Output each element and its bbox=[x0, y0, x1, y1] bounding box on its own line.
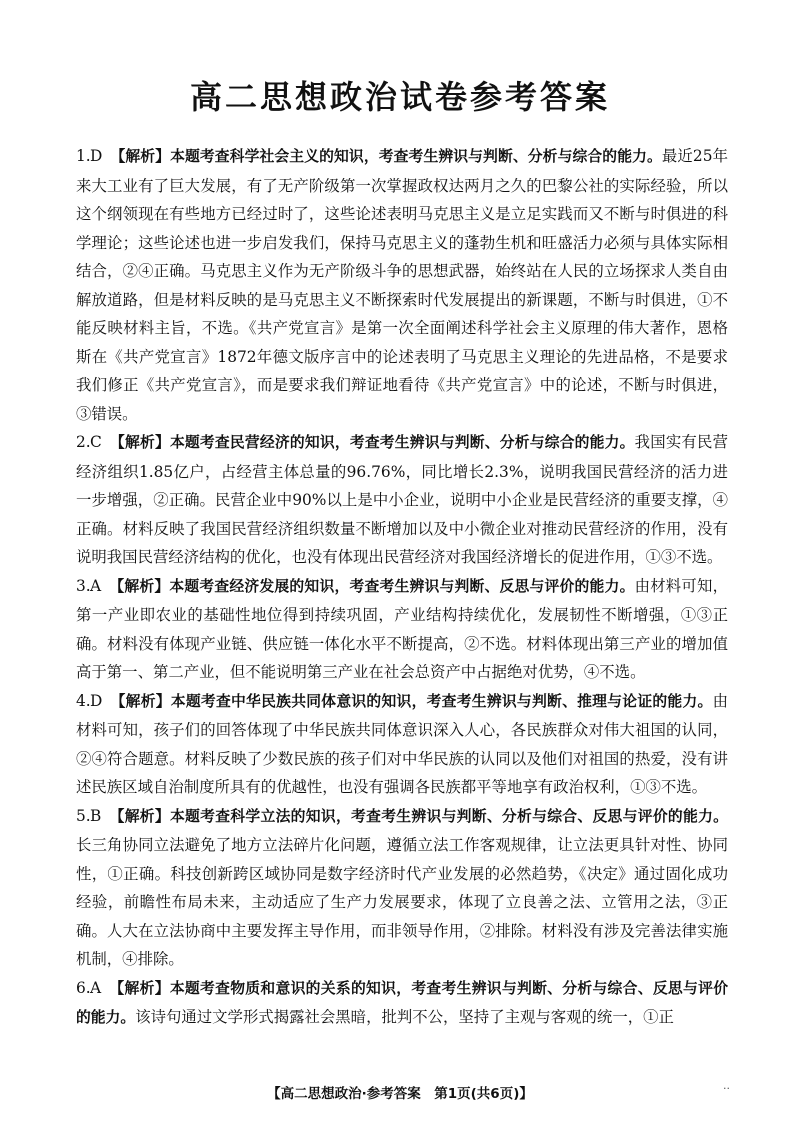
item-answer: D bbox=[90, 691, 103, 710]
answer-item-6 bbox=[76, 974, 728, 1033]
answer-item-4 bbox=[76, 687, 728, 802]
item-number: 1. bbox=[76, 147, 91, 165]
answer-item-3 bbox=[76, 572, 728, 687]
answer-list bbox=[76, 142, 728, 1033]
item-head: 本题考查科学立法的知识，考查考生辨识与判断、分析与综合、反思与评价的能力。 bbox=[169, 807, 728, 825]
item-head: 本题考查民营经济的知识，考查考生辨识与判断、分析与综合的能力。 bbox=[169, 434, 635, 451]
item-answer: C bbox=[90, 433, 102, 451]
item-body: 最近25年来大工业有了巨大发展，有了无产阶级第一次掌握政权达两月之久的巴黎公社的实际经验，所以这个纲领现在有些地方已经过时了，这些论述表明马克思主义是立足实践而又不断与时俱进的科学理论；这些论述也进一步启发我们，保持马克思主义的蓬勃生机和旺盛活力必须与具体实际相结合，②④正确。马克思主义作为无产阶级斗争的思想武器，始终站在人民的立场探求人类自由解放道路，但是材料反映的是马克思主义不断探索时代发展提出的新课题，不断与时俱进，①不能反映材料主旨，不选。《共产党宣言》是第一次全面阐述科学社会主义原理的伟大著作，恩格斯在《共产党宣言》1872年德文版序言中的论述表明了马克思主义理论的先进品格，不是要求我们修正《共产党宣言》，而是要求我们辩证地看待《共产党宣言》中的论述，不断与时俱进，③错误。 bbox=[76, 147, 728, 423]
item-answer: B bbox=[90, 806, 102, 825]
item-head: 本题考查中华民族共同体意识的知识，考查考生辨识与判断、推理与论证的能力。 bbox=[170, 692, 713, 710]
item-body: 长三角协同立法避免了地方立法碎片化问题，遵循立法工作客观规律，让立法更具针对性、协同性，①正确。科技创新跨区域协同是数字经济时代产业发展的必然趋势，《决定》通过固化成功经验，前瞻性布局未来，主动适应了生产力发展要求，体现了立良善之法、立管用之法，③正确。人大在立法协商中主要发挥主导作用，而非领导作用，②排除。材料没有涉及完善法律实施机制，④排除。 bbox=[76, 836, 728, 968]
item-number: 3. bbox=[76, 576, 91, 595]
item-body: 我国实有民营经济组织1.85亿户，占经营主体总量的96.76%，同比增长2.3%，说明我国民营经济的活力进一步增强，②正确。民营企业中90%以上是中小企业，说明中小企业是民营经济的重要支撑，④正确。材料反映了我国民营经济组织数量不断增加以及中小微企业对推动民营经济的作用，没有说明我国民营经济结构的优化，也没有体现出民营经济对我国经济增长的促进作用，①③不选。 bbox=[76, 433, 728, 566]
page-title: 高二思想政治试卷参考答案 bbox=[189, 78, 610, 116]
item-answer: A bbox=[90, 576, 102, 595]
footer-text: 【高二思想政治·参考答案 第1页(共6页)】 bbox=[267, 1086, 533, 1102]
item-tag: 【解析】 bbox=[110, 692, 171, 710]
item-body: 该诗句通过文学形式揭露社会黑暗，批判不公，坚持了主观与客观的统一，①正 bbox=[135, 1008, 674, 1026]
item-head: 本题考查物质和意识的关系的知识，考查考生辨识与判断、分析与综合、反思与评价的能力。 bbox=[76, 979, 728, 1026]
item-tag: 【解析】 bbox=[110, 148, 171, 165]
page-footer bbox=[0, 1082, 800, 1102]
item-number: 2. bbox=[76, 433, 91, 451]
item-head: 本题考查科学社会主义的知识，考查考生辨识与判断、分析与综合的能力。 bbox=[170, 148, 662, 165]
item-tag: 【解析】 bbox=[109, 807, 170, 825]
item-tag: 【解析】 bbox=[109, 577, 170, 595]
item-body: 由材料可知，孩子们的回答体现了中华民族共同体意识深入人心，各民族群众对伟大祖国的认同，②④符合题意。材料反映了少数民族的孩子们对中华民族的认同以及他们对祖国的热爱，没有讲述民族区域自治制度所具有的优越性，也没有强调各民族都平等地享有政治权利，①③不选。 bbox=[76, 691, 728, 796]
item-number: 4. bbox=[76, 691, 91, 710]
item-tag: 【解析】 bbox=[109, 979, 170, 997]
item-number: 5. bbox=[76, 806, 91, 825]
item-body: 由材料可知，第一产业即农业的基础性地位得到持续巩固，产业结构持续优化，发展韧性不断增强，①③正确。材料没有体现产业链、供应链一体化水平不断提高，②不选。材料体现出第三产业的增加值高于第一、第二产业，但不能说明第三产业在社会总资产中占据绝对优势，④不选。 bbox=[76, 576, 728, 681]
item-answer: A bbox=[90, 978, 102, 997]
footer-mark: ·· bbox=[723, 1082, 730, 1095]
item-head: 本题考查经济发展的知识，考查考生辨识与判断、反思与评价的能力。 bbox=[169, 577, 635, 595]
item-number: 6. bbox=[76, 978, 91, 997]
item-tag: 【解析】 bbox=[109, 434, 170, 451]
item-answer: D bbox=[90, 147, 103, 165]
answer-item-1 bbox=[76, 142, 728, 428]
answer-item-5 bbox=[76, 802, 728, 974]
answer-item-2 bbox=[76, 428, 728, 572]
